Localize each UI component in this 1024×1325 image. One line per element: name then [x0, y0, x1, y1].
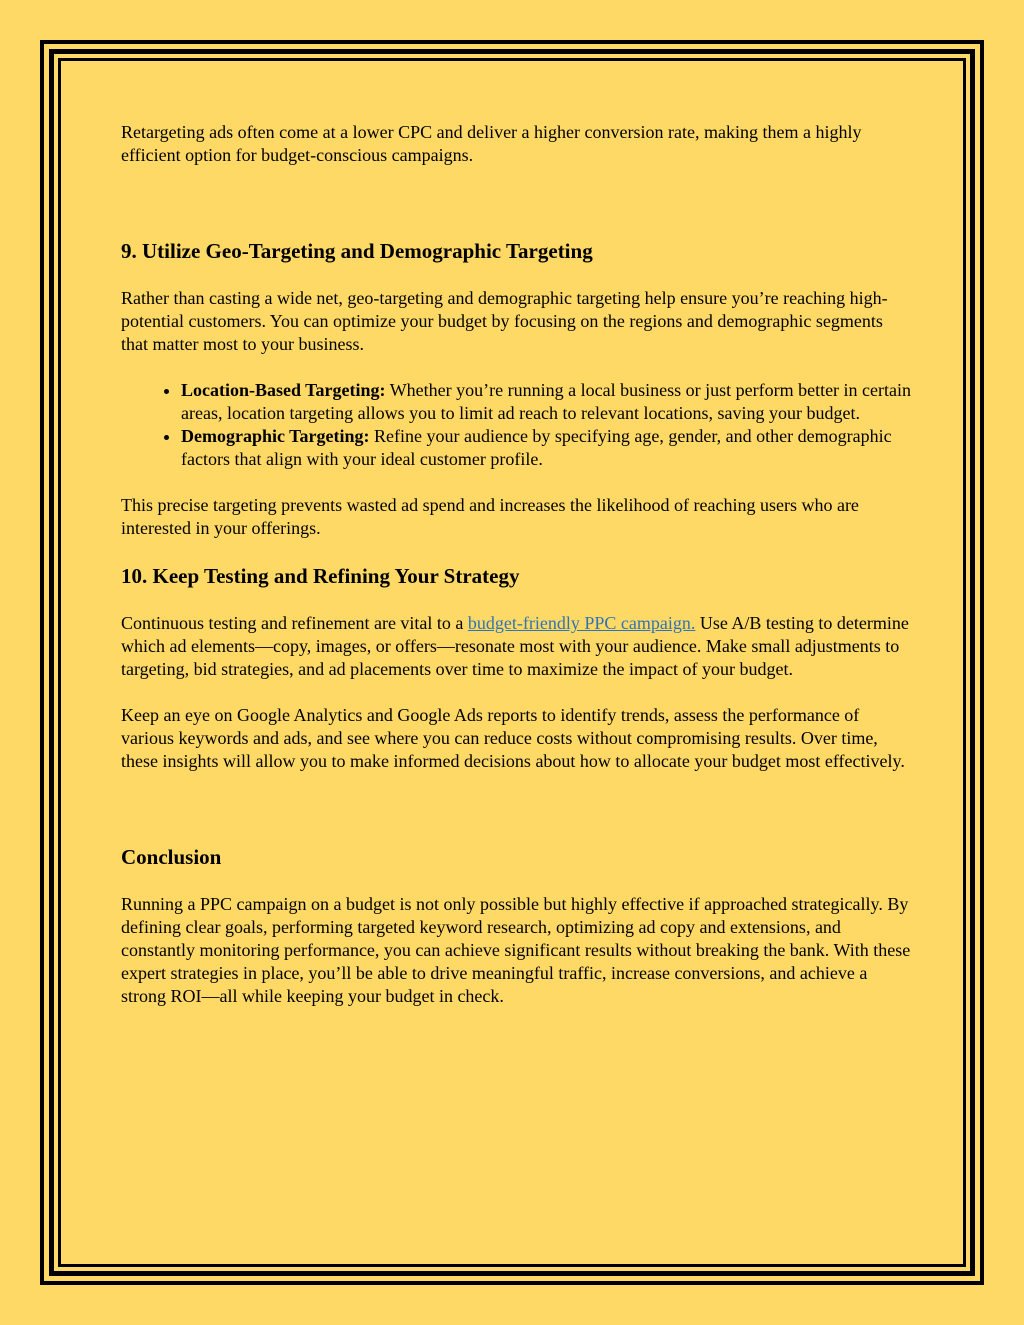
section-10-heading: 10. Keep Testing and Refining Your Strategy: [121, 564, 520, 588]
section-10-paragraph-2: Keep an eye on Google Analytics and Google Ads reports to identify trends, assess the performance of various keywords and ads, and see where you can reduce costs without compromising results. Over time, these insights will allow you to make informed decisions about how to allocate your budget most effectively.: [121, 705, 905, 771]
section-10-paragraph-1: [121, 612, 911, 681]
section-9-heading: 9. Utilize Geo-Targeting and Demographic Targeting: [121, 239, 593, 263]
conclusion-paragraph: Running a PPC campaign on a budget is not only possible but highly effective if approached strategically. By defining clear goals, performing targeted keyword research, optimizing ad copy and extensions, and constantly monitoring performance, you can achieve significant results without breaking the bank. With these expert strategies in place, you’ll be able to drive meaningful traffic, increase conversions, and achieve a strong ROI—all while keeping your budget in check.: [121, 894, 911, 1006]
section-10-text-after-link: Use A/B testing to determine which ad elements—copy, images, or offers—resonate most with your audience. Make small adjustments to targeting, bid strategies, and ad placements over time to maximize the impact of your budget.: [121, 613, 909, 679]
bullet-label: Location-Based Targeting:: [181, 380, 386, 400]
intro-paragraph: Retargeting ads often come at a lower CPC and deliver a higher conversion rate, making them a highly efficient option for budget-conscious campaigns.: [121, 122, 862, 165]
bullet-demographic-targeting: [181, 425, 911, 471]
section-10-text-before-link: Continuous testing and refinement are vital to a: [121, 613, 468, 633]
bullet-location-targeting: [181, 379, 911, 425]
section-9-paragraph: Rather than casting a wide net, geo-targeting and demographic targeting help ensure you’re reaching high-potential customers. You can optimize your budget by focusing on the regions and demographic segments that matter most to your business.: [121, 288, 888, 354]
bullet-label: Demographic Targeting:: [181, 426, 370, 446]
bullet-text: Whether you’re running a local business or just perform better in certain areas, location targeting allows you to limit ad reach to relevant locations, saving your budget.: [181, 380, 912, 423]
budget-friendly-ppc-link[interactable]: budget-friendly PPC campaign.: [467, 613, 696, 633]
bullet-text: Refine your audience by specifying age, gender, and other demographic factors that align with your ideal customer profile.: [181, 426, 892, 469]
document-body: [121, 121, 911, 1008]
section-9-closing: This precise targeting prevents wasted ad spend and increases the likelihood of reaching users who are interested in your offerings.: [121, 495, 859, 538]
section-9-bullet-list: [121, 379, 911, 471]
conclusion-heading: Conclusion: [121, 845, 222, 869]
